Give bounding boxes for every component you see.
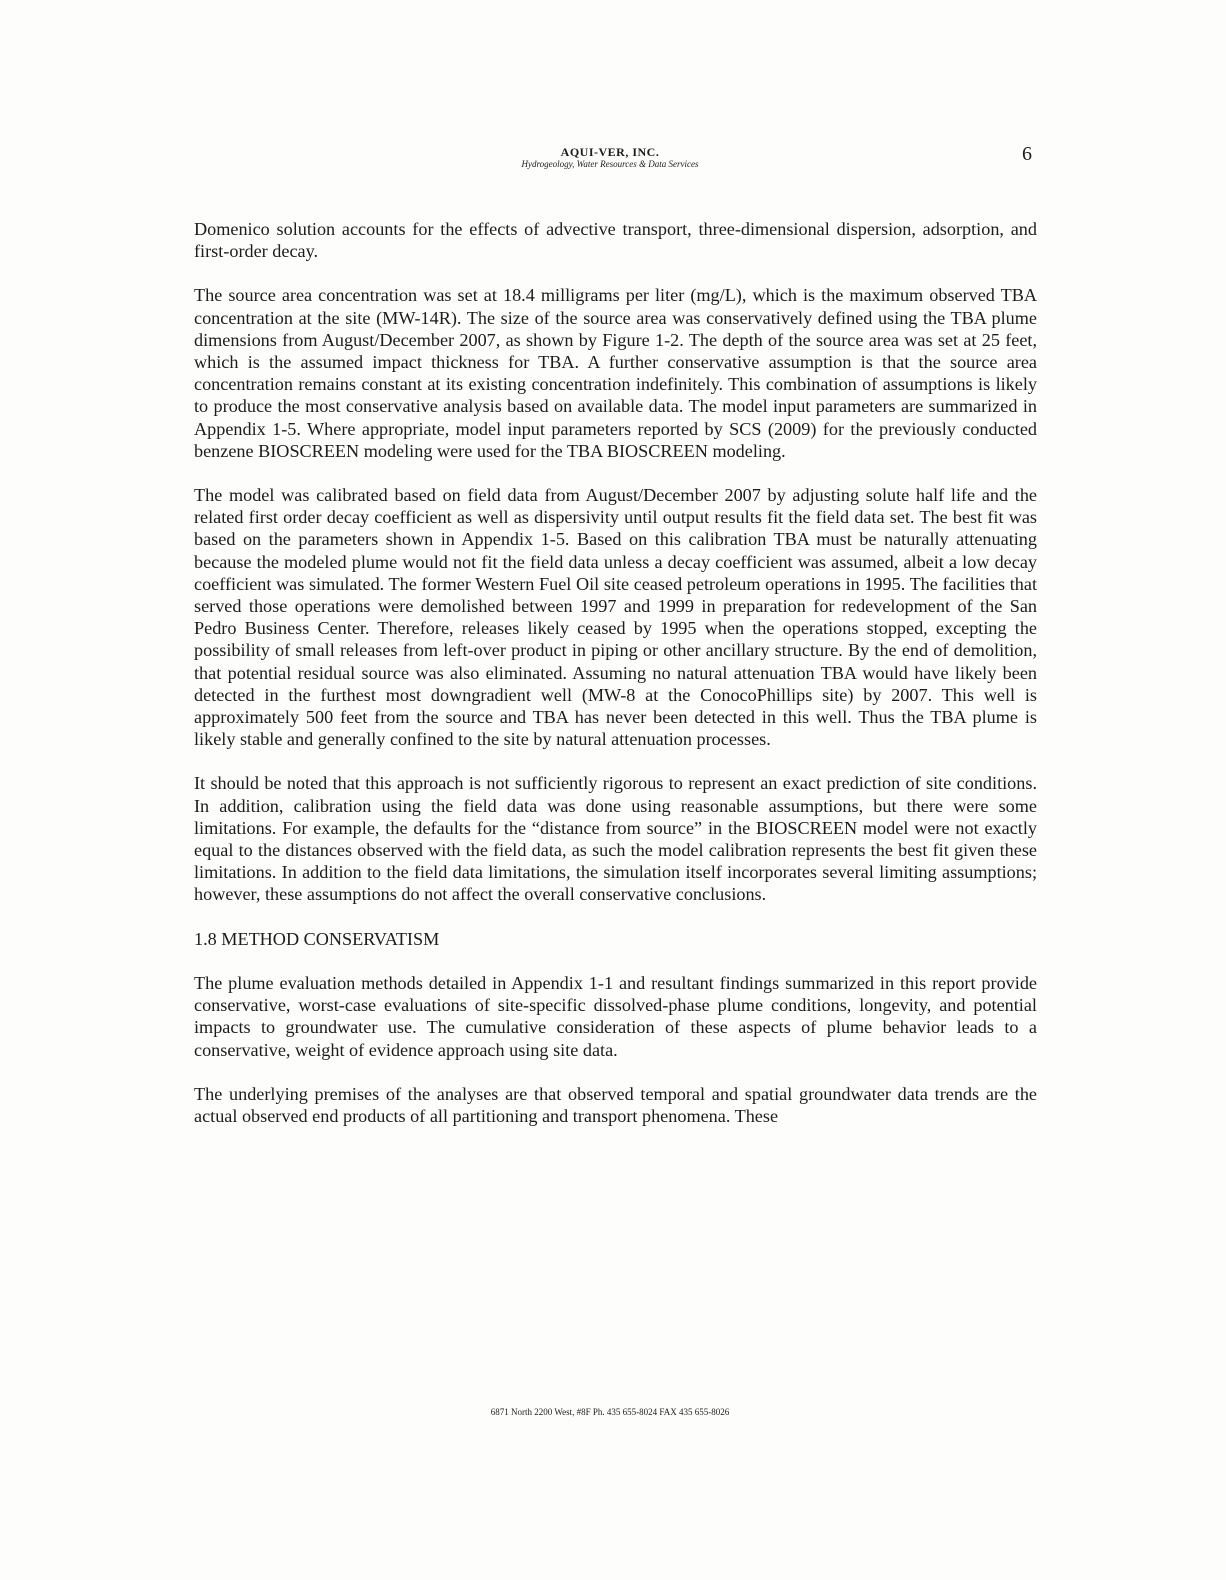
paragraph: The underlying premises of the analyses are that observed temporal and spatial groundwater data trends are the actual observed end products of all partitioning and transport phenomena. These [194,1083,1037,1126]
paragraph: It should be noted that this approach is not sufficiently rigorous to represent an exact prediction of site conditions. In addition, calibration using the field data was done using reasonable assumptions, but there were some limitations. For example, the defaults for the “distance from source” in the BIOSCREEN model were not exactly equal to the distances observed with the field data, as such the model calibration represents the best fit given these limitations. In addition to the field data limitations, the simulation itself incorporates several limiting assumptions; however, these assumptions do not affect the overall conservative conclusions. [194,773,1037,905]
section-heading: 1.8 METHOD CONSERVATISM [194,928,440,949]
paragraph: The plume evaluation methods detailed in Appendix 1-1 and resultant findings summarized in this report provide conservative, worst-case evaluations of site-specific dissolved-phase plume conditions, longevity, and potential impacts to groundwater use. The cumulative consideration of these aspects of plume behavior leads to a conservative, weight of evidence approach using site data. [194,972,1037,1060]
letterhead [380,146,840,170]
page-number: 6 [1022,143,1032,165]
paragraph: The source area concentration was set at 18.4 milligrams per liter (mg/L), which is the maximum observed TBA concentration at the site (MW-14R). The size of the source area was conservatively defined using the TBA plume dimensions from August/December 2007, as shown by Figure 1-2. The depth of the source area was set at 25 feet, which is the assumed impact thickness for TBA. A further conservative assumption is that the source area concentration remains constant at its existing concentration indefinitely. This combination of assumptions is likely to produce the most conservative analysis based on available data. The model input parameters are summarized in Appendix 1-5. Where appropriate, model input parameters reported by SCS (2009) for the previously conducted benzene BIOSCREEN modeling were used for the TBA BIOSCREEN modeling. [194,285,1037,461]
company-name: AQUI-VER, INC. [560,145,660,159]
paragraph: The model was calibrated based on field data from August/December 2007 by adjusting solute half life and the related first order decay coefficient as well as dispersivity until output results fit the field data set. The best fit was based on the parameters shown in Appendix 1-5. Based on this calibration TBA must be naturally attenuating because the modeled plume would not fit the field data unless a decay coefficient was assumed, albeit a low decay coefficient was simulated. The former Western Fuel Oil site ceased petroleum operations in 1995. The facilities that served those operations were demolished between 1997 and 1999 in preparation for redevelopment of the San Pedro Business Center. Therefore, releases likely ceased by 1995 when the operations stopped, excepting the possibility of small releases from left-over product in piping or other ancillary structure. By the end of demolition, that potential residual source was also eliminated. Assuming no natural attenuation TBA would have likely been detected in the furthest most downgradient well (MW-8 at the ConocoPhillips site) by 2007. This well is approximately 500 feet from the source and TBA has never been detected in this well. Thus the TBA plume is likely stable and generally confined to the site by natural attenuation processes. [194,485,1037,750]
paragraph: Domenico solution accounts for the effects of advective transport, three-dimensional dispersion, adsorption, and first-order decay. [194,219,1037,262]
footer-address: 6871 North 2200 West, #8F Ph. 435 655-8024 FAX 435 655-8026 [490,1407,730,1417]
company-tagline: Hydrogeology, Water Resources & Data Services [521,159,699,169]
body-text [194,218,1037,1149]
